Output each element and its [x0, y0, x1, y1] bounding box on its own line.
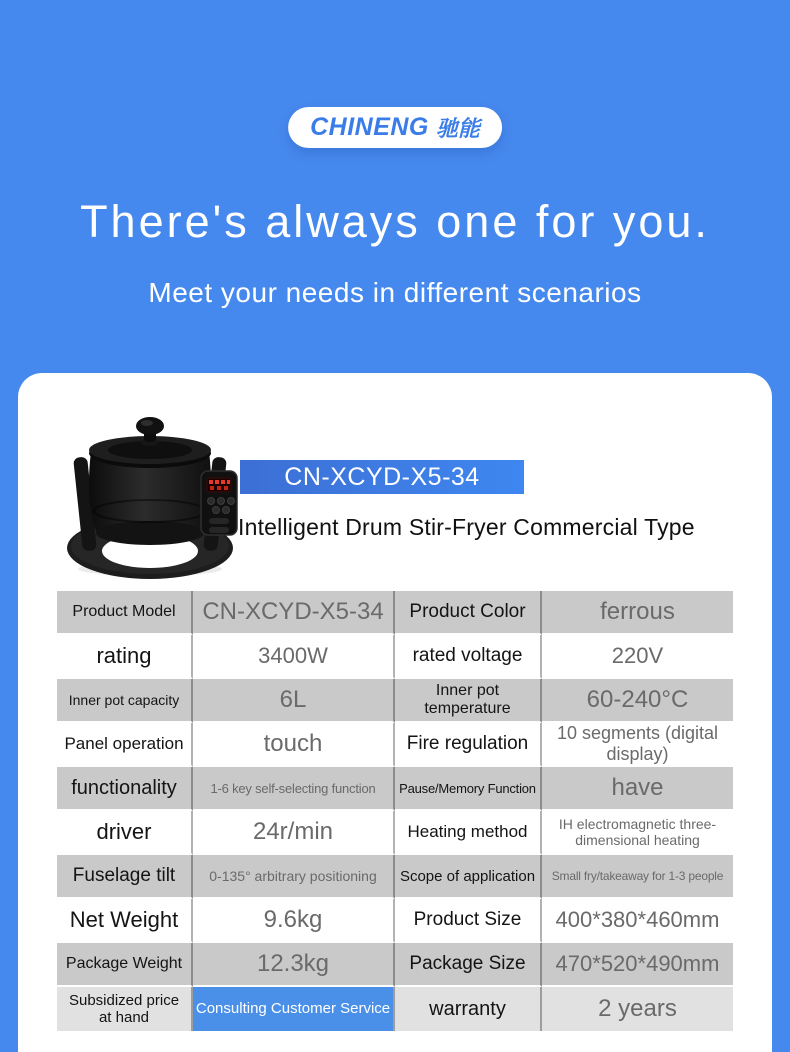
product-title: Intelligent Drum Stir-Fryer Commercial Type — [238, 514, 695, 540]
spec-value: ferrous — [542, 591, 733, 635]
spec-label: Subsidized price at hand — [57, 987, 193, 1031]
spec-label: Net Weight — [57, 899, 193, 943]
spec-label: Fire regulation — [395, 723, 542, 767]
spec-value: 10 segments (digital display) — [542, 723, 733, 767]
table-row — [57, 723, 733, 767]
subheadline: Meet your needs in different scenarios — [148, 277, 642, 308]
spec-label: Inner pot capacity — [57, 679, 193, 723]
product-card — [18, 373, 772, 1052]
spec-table — [57, 591, 733, 1031]
consulting-customer-service-button[interactable]: Consulting Customer Service — [193, 987, 393, 1031]
spec-label: Package Weight — [57, 943, 193, 987]
spec-label: Panel operation — [57, 723, 193, 767]
spec-label: Fuselage tilt — [57, 855, 193, 899]
spec-label: warranty — [395, 987, 542, 1031]
spec-label: Product Model — [57, 591, 193, 635]
spec-value: 1-6 key self-selecting function — [193, 767, 395, 811]
spec-value: IH electromagnetic three-dimensional heating — [542, 811, 733, 855]
table-row — [57, 943, 733, 987]
brand-logo-text-en: CHINENG — [310, 113, 429, 141]
spec-value: 12.3kg — [193, 943, 395, 987]
spec-label: rated voltage — [395, 635, 542, 679]
spec-value: Small fry/takeaway for 1-3 people — [542, 855, 733, 899]
table-row — [57, 679, 733, 723]
spec-value: have — [542, 767, 733, 811]
spec-value: 400*380*460mm — [542, 899, 733, 943]
headline: There's always one for you. — [80, 196, 710, 247]
spec-label: Product Color — [395, 591, 542, 635]
spec-label: Scope of application — [395, 855, 542, 899]
spec-value: 3400W — [193, 635, 395, 679]
product-image — [55, 393, 245, 581]
spec-value: touch — [193, 723, 395, 767]
spec-value: 9.6kg — [193, 899, 395, 943]
table-row — [57, 855, 733, 899]
table-row — [57, 635, 733, 679]
brand-logo-text-cn: 驰能 — [435, 116, 480, 141]
spec-value: 60-240°C — [542, 679, 733, 723]
brand-logo — [288, 107, 502, 148]
spec-label: functionality — [57, 767, 193, 811]
table-row — [57, 811, 733, 855]
spec-label: driver — [57, 811, 193, 855]
spec-value: 0-135° arbitrary positioning — [193, 855, 395, 899]
model-badge: CN-XCYD-X5-34 — [240, 460, 524, 494]
spec-value: CN-XCYD-X5-34 — [193, 591, 395, 635]
spec-value: 2 years — [542, 987, 733, 1031]
spec-value: 6L — [193, 679, 395, 723]
spec-value: 24r/min — [193, 811, 395, 855]
consult-cell — [193, 987, 395, 1031]
table-row — [57, 767, 733, 811]
spec-value: 220V — [542, 635, 733, 679]
spec-value: 470*520*490mm — [542, 943, 733, 987]
table-row — [57, 591, 733, 635]
spec-label: Product Size — [395, 899, 542, 943]
spec-label: Inner pot temperature — [395, 679, 542, 723]
spec-label: Heating method — [395, 811, 542, 855]
table-row — [57, 987, 733, 1031]
spec-label: Pause/Memory Function — [395, 767, 542, 811]
spec-label: rating — [57, 635, 193, 679]
table-row — [57, 899, 733, 943]
spec-label: Package Size — [395, 943, 542, 987]
